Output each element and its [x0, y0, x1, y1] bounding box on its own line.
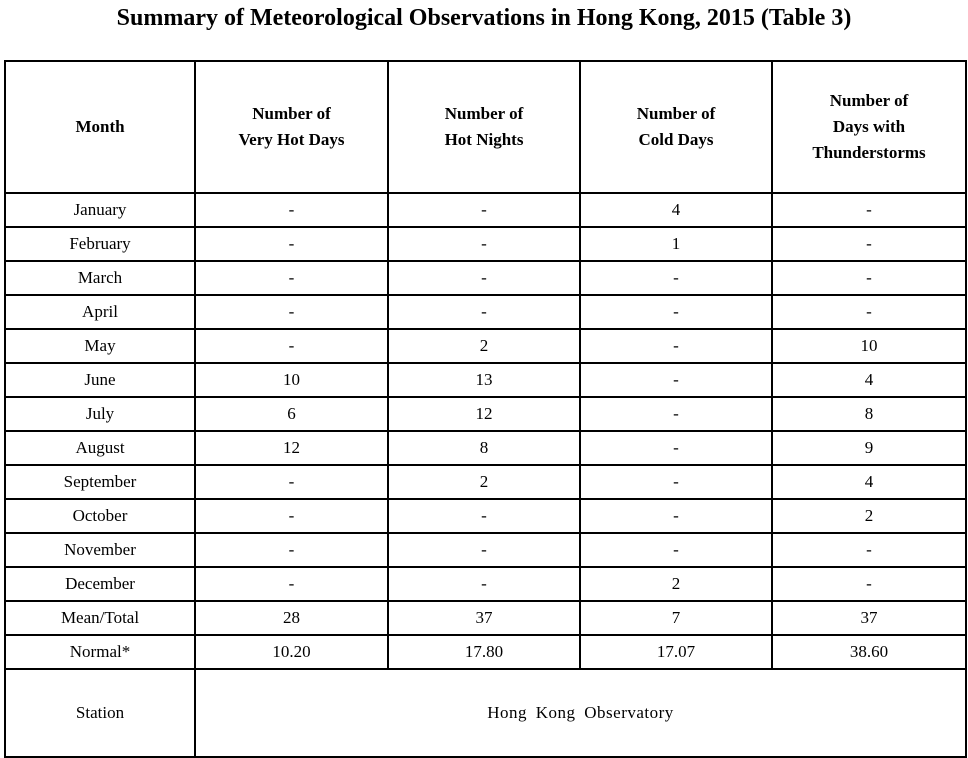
cell-cold-days: 2	[580, 567, 772, 601]
cell-very-hot-days: -	[195, 261, 388, 295]
cell-very-hot-days: -	[195, 295, 388, 329]
cell-hot-nights: -	[388, 261, 580, 295]
cell-thunderstorm-days: 9	[772, 431, 966, 465]
cell-thunderstorm-days: -	[772, 295, 966, 329]
cell-month: October	[5, 499, 195, 533]
table-row	[5, 533, 966, 567]
cell-thunderstorm-days: -	[772, 567, 966, 601]
table-row	[5, 261, 966, 295]
table-row	[5, 295, 966, 329]
cell-very-hot-days: 28	[195, 601, 388, 635]
cell-hot-nights: -	[388, 227, 580, 261]
cell-month: March	[5, 261, 195, 295]
cell-hot-nights: -	[388, 295, 580, 329]
table-row	[5, 363, 966, 397]
table-body	[5, 193, 966, 669]
cell-hot-nights: -	[388, 193, 580, 227]
cell-very-hot-days: 10.20	[195, 635, 388, 669]
header-row	[5, 61, 966, 193]
cell-thunderstorm-days: -	[772, 227, 966, 261]
cell-hot-nights: 12	[388, 397, 580, 431]
cell-month: January	[5, 193, 195, 227]
cell-month: July	[5, 397, 195, 431]
station-value: Hong Kong Observatory	[195, 669, 966, 757]
table-row	[5, 635, 966, 669]
cell-thunderstorm-days: -	[772, 533, 966, 567]
table-row	[5, 227, 966, 261]
header-thunderstorms: Number of Days with Thunderstorms	[772, 61, 966, 193]
cell-very-hot-days: -	[195, 193, 388, 227]
cell-cold-days: 7	[580, 601, 772, 635]
cell-month: February	[5, 227, 195, 261]
cell-cold-days: -	[580, 431, 772, 465]
header-very-hot-days: Number of Very Hot Days	[195, 61, 388, 193]
cell-hot-nights: 17.80	[388, 635, 580, 669]
cell-very-hot-days: -	[195, 499, 388, 533]
cell-thunderstorm-days: 4	[772, 465, 966, 499]
table-row	[5, 193, 966, 227]
cell-month: Mean/Total	[5, 601, 195, 635]
cell-cold-days: 17.07	[580, 635, 772, 669]
cell-very-hot-days: 6	[195, 397, 388, 431]
cell-cold-days: -	[580, 329, 772, 363]
cell-cold-days: 1	[580, 227, 772, 261]
cell-cold-days: -	[580, 465, 772, 499]
cell-hot-nights: 37	[388, 601, 580, 635]
cell-thunderstorm-days: 10	[772, 329, 966, 363]
cell-very-hot-days: 10	[195, 363, 388, 397]
header-cold-days: Number of Cold Days	[580, 61, 772, 193]
cell-cold-days: -	[580, 533, 772, 567]
cell-very-hot-days: 12	[195, 431, 388, 465]
cell-hot-nights: -	[388, 499, 580, 533]
cell-month: September	[5, 465, 195, 499]
station-label: Station	[5, 669, 195, 757]
cell-hot-nights: 2	[388, 329, 580, 363]
cell-cold-days: -	[580, 295, 772, 329]
observations-table	[4, 60, 967, 758]
cell-cold-days: -	[580, 261, 772, 295]
cell-thunderstorm-days: -	[772, 261, 966, 295]
cell-very-hot-days: -	[195, 227, 388, 261]
cell-very-hot-days: -	[195, 567, 388, 601]
cell-month: June	[5, 363, 195, 397]
cell-month: November	[5, 533, 195, 567]
header-hot-nights: Number of Hot Nights	[388, 61, 580, 193]
cell-thunderstorm-days: 37	[772, 601, 966, 635]
table-row	[5, 499, 966, 533]
cell-cold-days: -	[580, 363, 772, 397]
table-row	[5, 601, 966, 635]
cell-cold-days: -	[580, 397, 772, 431]
cell-cold-days: -	[580, 499, 772, 533]
cell-month: August	[5, 431, 195, 465]
table-row	[5, 431, 966, 465]
cell-thunderstorm-days: 38.60	[772, 635, 966, 669]
header-month: Month	[5, 61, 195, 193]
page-title: Summary of Meteorological Observations in Hong Kong, 2015 (Table 3)	[116, 5, 852, 31]
cell-hot-nights: 2	[388, 465, 580, 499]
cell-cold-days: 4	[580, 193, 772, 227]
cell-very-hot-days: -	[195, 329, 388, 363]
cell-thunderstorm-days: 8	[772, 397, 966, 431]
table-row	[5, 465, 966, 499]
station-row	[5, 669, 966, 757]
cell-month: May	[5, 329, 195, 363]
table-row	[5, 329, 966, 363]
cell-month: April	[5, 295, 195, 329]
cell-very-hot-days: -	[195, 465, 388, 499]
cell-hot-nights: -	[388, 533, 580, 567]
cell-very-hot-days: -	[195, 533, 388, 567]
cell-month: December	[5, 567, 195, 601]
cell-thunderstorm-days: 4	[772, 363, 966, 397]
cell-thunderstorm-days: -	[772, 193, 966, 227]
cell-month: Normal*	[5, 635, 195, 669]
table-row	[5, 567, 966, 601]
table-row	[5, 397, 966, 431]
cell-hot-nights: 13	[388, 363, 580, 397]
cell-thunderstorm-days: 2	[772, 499, 966, 533]
cell-hot-nights: -	[388, 567, 580, 601]
cell-hot-nights: 8	[388, 431, 580, 465]
